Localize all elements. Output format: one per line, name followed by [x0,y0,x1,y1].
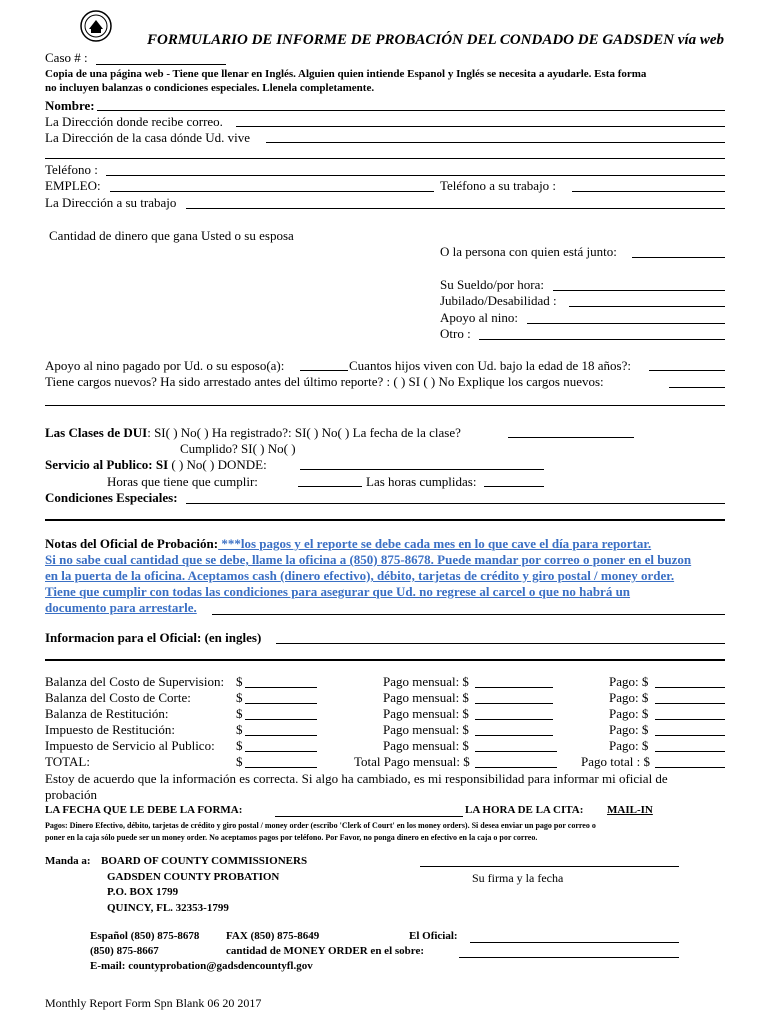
condiciones-label: Condiciones Especiales: [45,490,178,505]
nombre-field[interactable] [97,110,725,111]
cargos-field-2[interactable] [45,405,725,406]
telefono-field[interactable] [106,175,725,176]
acuerdo-line-2: probación [45,787,97,802]
telefono-trabajo-label: Teléfono a su trabajo : [440,178,557,193]
address-line-3: P.O. BOX 1799 [107,886,179,898]
firma-label: Su firma y la fecha [472,871,564,885]
telefono-trabajo-field[interactable] [572,191,725,192]
empleo-label: EMPLEO: [45,178,101,193]
address-line-2: GADSDEN COUNTY PROBATION [107,871,280,883]
pago-field[interactable] [655,719,725,720]
servicio-label: Servicio al Publico: SI [45,457,169,472]
pago-mensual-field[interactable] [475,687,553,688]
balance-label: Balanza del Costo de Corte: [45,690,191,705]
cumplido-label: Cumplido? SI( ) No( ) [180,441,296,456]
oficial-label: El Oficial: [409,930,458,942]
notas-line-2: Si no sabe cual cantidad que se debe, llame la oficina a (850) 875-8678. Puede mandar por correo o poner en el buzon [45,552,692,567]
donde-field[interactable] [300,469,544,470]
otro-label: Otro : [440,326,471,341]
servicio-row [45,457,267,473]
pago-mensual-field[interactable] [475,735,553,736]
pago-label: Pago: $ [609,706,649,721]
total-pago-mensual-field[interactable] [475,767,557,768]
sueldo-field[interactable] [553,290,725,291]
notice-line-2: no incluyen balanzas o condiciones especiales. Llenela completamente. [45,82,375,94]
case-field[interactable] [96,64,226,65]
money-order-field[interactable] [459,957,679,958]
pago-mensual-label: Pago mensual: $ [383,722,469,737]
total-dollar: $ [236,754,243,769]
dui-text: : SI( ) No( ) Ha registrado?: SI( ) No( ) La fecha de la clase? [147,425,461,440]
apoyo-pagado-label: Apoyo al nino pagado por Ud. o su esposo(a): [45,358,285,373]
balance-dollar: $ [236,690,243,705]
direccion-correo-label: La Dirección donde recibe correo. [45,114,223,129]
jubilado-label: Jubilado/Desabilidad : [440,293,557,308]
pago-mensual-field[interactable] [475,751,557,752]
dui-label: Las Clases de DUI [45,425,148,440]
balance-field[interactable] [245,735,317,736]
horas-cumplidas-label: Las horas cumplidas: [366,474,477,489]
apoyo-label: Apoyo al nino: [440,310,518,325]
persona-label: O la persona con quien está junto: [440,244,617,259]
address-line-1: BOARD OF COUNTY COMMISSIONERS [101,855,308,867]
info-oficial-field-2[interactable] [45,659,725,661]
money-order-label: cantidad de MONEY ORDER en el sobre: [226,945,424,957]
balance-label: Impuesto de Servicio al Publico: [45,738,215,753]
county-seal-icon [80,10,112,42]
balance-label: Balanza de Restitución: [45,706,169,721]
fecha-label: LA FECHA QUE LE DEBE LA FORMA: [45,804,243,816]
pago-mensual-field[interactable] [475,719,553,720]
direccion-correo-field[interactable] [236,126,725,127]
pago-mensual-field[interactable] [475,703,553,704]
balance-dollar: $ [236,738,243,753]
notice-line-1: Copia de una página web - Tiene que llenar en Inglés. Alguien quien intiende Espanol y Inglés se necesita a ayudarle. Esta forma [45,68,647,80]
horas-cumplir-label: Horas que tiene que cumplir: [107,474,258,489]
pago-mensual-label: Pago mensual: $ [383,674,469,689]
horas-cumplidas-field[interactable] [484,486,544,487]
direccion-casa-field-2[interactable] [45,158,725,159]
email: E-mail: countyprobation@gadsdencountyfl.gov [90,960,313,972]
pago-field[interactable] [655,735,725,736]
direccion-trabajo-field[interactable] [186,208,725,209]
pago-field[interactable] [655,687,725,688]
pago-label: Pago: $ [609,674,649,689]
address-line-4: QUINCY, FL. 32353-1799 [107,902,229,914]
jubilado-field[interactable] [569,306,725,307]
nombre-label: Nombre: [45,98,95,113]
hijos-label: Cuantos hijos viven con Ud. bajo la edad de 18 años?: [349,358,631,373]
total-pago-mensual-label: Total Pago mensual: $ [354,754,470,769]
pago-total-label: Pago total : $ [581,754,650,769]
pagos-line-1: Pagos: Dinero Efectivo, débito, tarjetas de crédito y giro postal / money order (escribo 'Clerk of Court' en los money orders). Si desea enviar un pago por correo o [45,821,596,830]
fecha-field[interactable] [275,816,463,817]
balance-label: Impuesto de Restitución: [45,722,175,737]
balance-field[interactable] [245,703,317,704]
apoyo-pagado-field[interactable] [300,370,348,371]
pago-label: Pago: $ [609,690,649,705]
balance-label: Balanza del Costo de Supervision: [45,674,225,689]
pago-mensual-label: Pago mensual: $ [383,690,469,705]
pagos-line-2: poner en la caja sólo puede ser un money order. No aceptamos pagos por teléfono. Por Favor, no ponga dinero en efectivo en la caja o por correo. [45,833,538,842]
cargos-field[interactable] [669,387,725,388]
notas-line-5: documento para arrestarle. [45,600,197,615]
direccion-casa-label: La Dirección de la casa dónde Ud. vive [45,130,251,145]
notas-label: Notas del Oficial de Probación: [45,536,219,551]
case-label: Caso # : [45,50,88,65]
pago-label: Pago: $ [609,738,649,753]
balance-dollar: $ [236,722,243,737]
info-oficial-field[interactable] [276,643,725,644]
dui-fecha-field[interactable] [508,437,634,438]
direccion-trabajo-label: La Dirección a su trabajo [45,195,177,210]
cargos-label: Tiene cargos nuevos? Ha sido arrestado antes del último reporte? : ( ) SI ( ) No Explique los cargos nuevos: [45,374,604,389]
balance-dollar: $ [236,674,243,689]
balance-dollar: $ [236,706,243,721]
otro-field[interactable] [479,339,725,340]
firma-field[interactable] [420,866,679,867]
pago-mensual-label: Pago mensual: $ [383,738,469,753]
cantidad-label: Cantidad de dinero que gana Usted o su esposa [49,228,294,243]
notas-line-1: ***los pagos y el reporte se debe cada mes en lo que cave el día para reportar. [218,536,652,551]
notas-row [45,536,651,552]
form-id: Monthly Report Form Spn Blank 06 20 2017 [45,996,262,1010]
apoyo-field[interactable] [527,323,725,324]
direccion-casa-field[interactable] [266,142,725,143]
fax-number: FAX (850) 875-8649 [226,930,320,942]
manda-label: Manda a: [45,855,91,867]
form-title: FORMULARIO DE INFORME DE PROBACIÓN DEL CONDADO DE GADSDEN vía web [147,32,725,48]
espanol-phone: Español (850) 875-8678 [90,930,200,942]
phone-2: (850) 875-8667 [90,945,159,957]
pago-label: Pago: $ [609,722,649,737]
telefono-label: Teléfono : [45,162,98,177]
balance-field[interactable] [245,719,317,720]
pago-field[interactable] [655,703,725,704]
hora-value: MAIL-IN [607,804,653,816]
total-field[interactable] [245,767,317,768]
servicio-text: ( ) No( ) DONDE: [168,457,267,472]
hora-label: LA HORA DE LA CITA: [465,804,584,816]
balance-field[interactable] [245,687,317,688]
total-label: TOTAL: [45,754,90,769]
persona-field[interactable] [632,257,725,258]
info-oficial-label: Informacion para el Oficial: (en ingles) [45,630,262,645]
sueldo-label: Su Sueldo/por hora: [440,277,544,292]
condiciones-field[interactable] [186,503,725,504]
acuerdo-line-1: Estoy de acuerdo que la información es correcta. Si algo ha cambiado, es mi responsibilidad para informar mi oficial de [45,771,668,786]
balance-field[interactable] [245,751,317,752]
condiciones-field-2[interactable] [45,519,725,521]
notas-line-4: Tiene que cumplir con todas las condiciones para asegurar que Ud. no regrese al carcel o que no habrá un [45,584,631,599]
dui-row [45,425,461,441]
pago-total-field[interactable] [655,767,725,768]
oficial-field[interactable] [470,942,679,943]
pago-field[interactable] [655,751,725,752]
empleo-field[interactable] [110,191,434,192]
horas-cumplir-field[interactable] [298,486,362,487]
pago-mensual-label: Pago mensual: $ [383,706,469,721]
notas-field[interactable] [212,614,725,615]
notas-line-3: en la puerta de la oficina. Aceptamos cash (dinero efectivo), débito, tarjetas de crédito y giro postal / money order. [45,568,675,583]
hijos-field[interactable] [649,370,725,371]
